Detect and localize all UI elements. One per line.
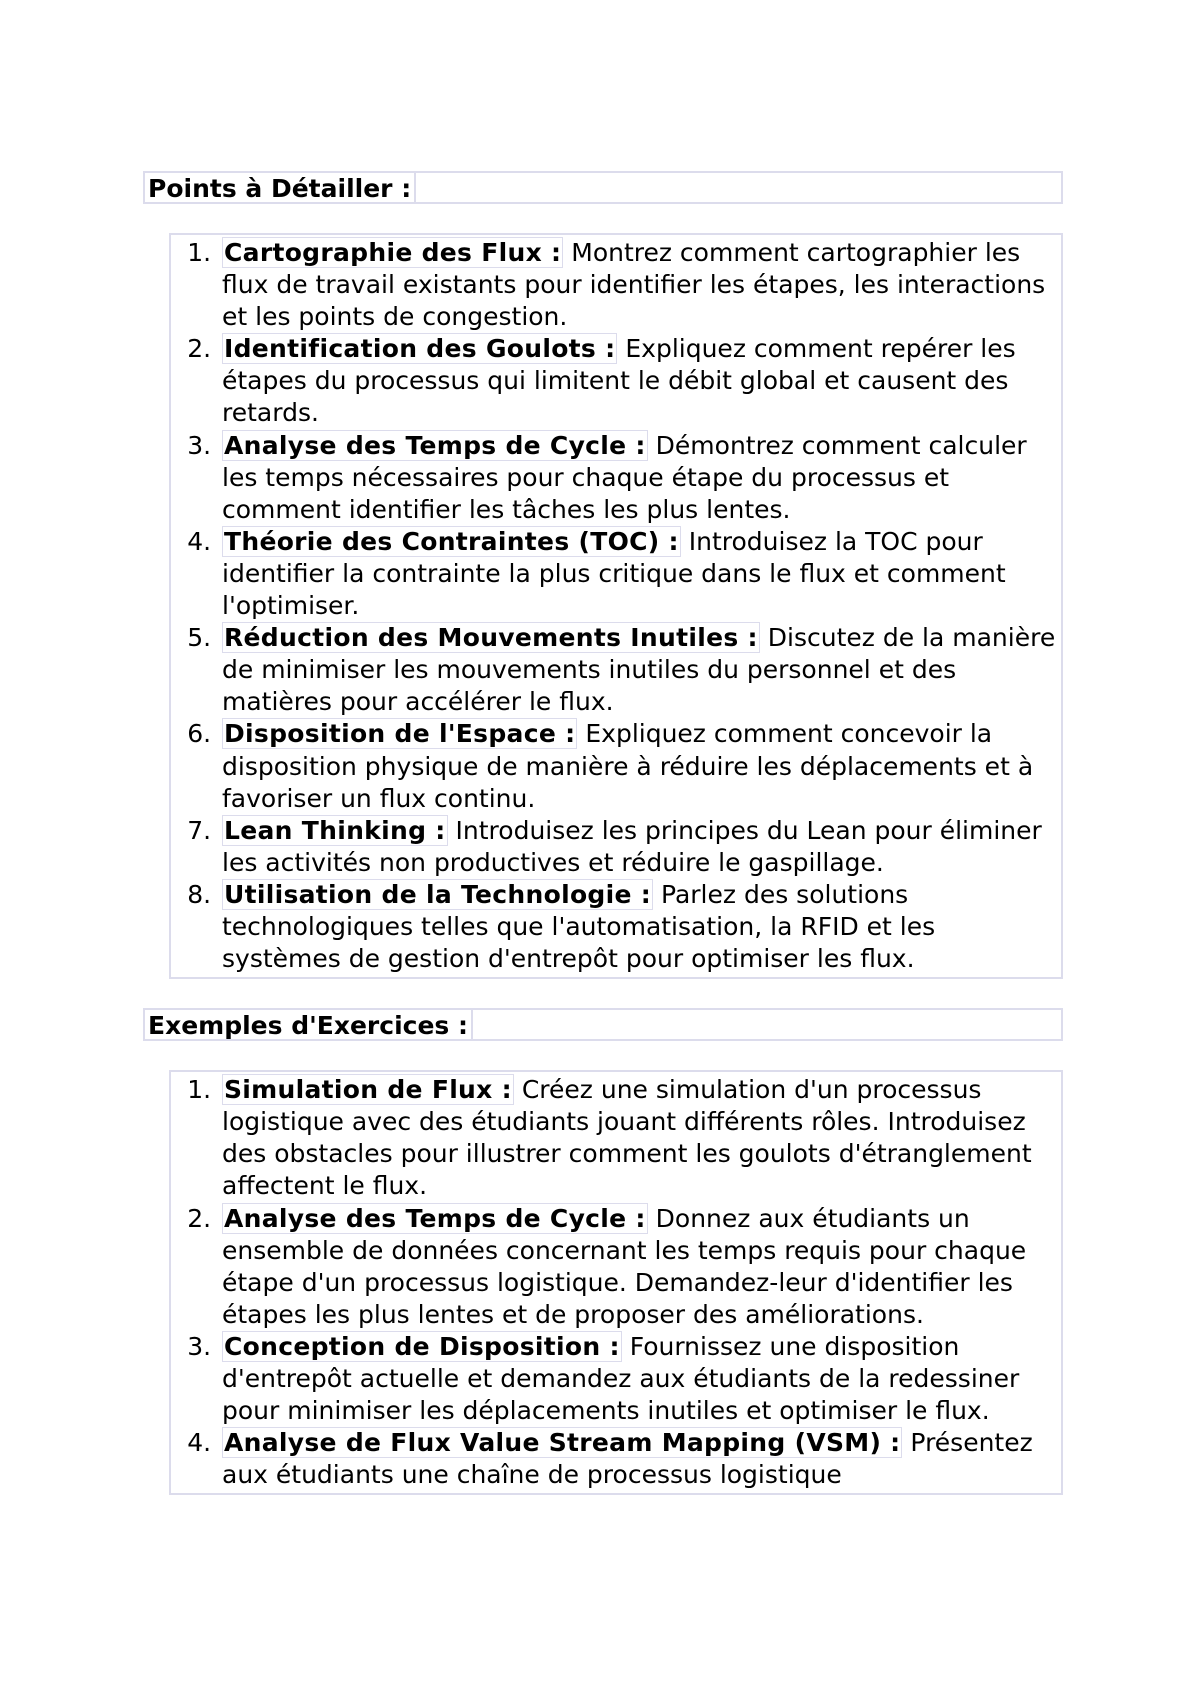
item-text: Présentez aux étudiants une chaîne de processus logistique [222,1428,1033,1490]
item-text: Discutez de la manière de minimiser les mouvements inutiles du personnel et des matières pour accélérer le flux. [222,623,1056,717]
list-item [219,1427,1061,1491]
list-item [219,1074,1061,1202]
item-text: Fournissez une disposition d'entrepôt actuelle et demandez aux étudiants de la redessiner pour minimiser les déplacements inutiles et optimiser le flux. [222,1331,1020,1426]
item-text: Démontrez comment calculer les temps nécessaires pour chaque étape du processus et comment identifier les tâches les plus lentes. [222,430,1027,524]
item-term: Lean Thinking : [224,815,446,845]
item-term: Simulation de Flux : [224,1075,512,1105]
item-text: Introduisez la TOC pour identifier la contrainte la plus critique dans le flux et comment l'optimiser. [222,526,1006,621]
list-item [219,879,1061,975]
item-text: Donnez aux étudiants un ensemble de données concernant les temps requis pour chaque étape d'un processus logistique. Demandez-leur d'identifier les étapes les plus lentes et de proposer des améliorations. [222,1203,1027,1329]
item-text: Montrez comment cartographier les flux de travail existants pour identifier les étapes, les interactions et les points de congestion. [222,238,1046,332]
item-text: Parlez des solutions technologiques telles que l'automatisation, la RFID et les systèmes de gestion d'entrepôt pour optimiser les flux. [222,879,936,974]
item-term: Théorie des Contraintes (TOC) : [224,526,679,556]
item-term: Utilisation de la Technologie : [224,879,652,909]
points-list [169,233,1063,979]
document-page [143,171,1063,1495]
item-text: Expliquez comment repérer les étapes du processus qui limitent le débit global et causent des retards. [222,334,1016,428]
item-text: Créez une simulation d'un processus logistique avec des étudiants jouant différents rôles. Introduisez des obstacles pour illustrer comment les goulots d'étranglement affectent le flux. [222,1075,1032,1201]
list-item [219,333,1061,429]
item-term: Cartographie des Flux : [224,238,562,267]
list-item [219,815,1061,879]
item-term: Conception de Disposition : [224,1331,620,1361]
item-term: Analyse de Flux Value Stream Mapping (VSM) : [224,1428,901,1458]
item-term: Analyse des Temps de Cycle : [224,430,646,460]
list-item [219,526,1061,622]
list-item [219,718,1061,814]
list-item [219,430,1061,526]
item-term: Identification des Goulots : [224,334,616,364]
list-item [219,1331,1061,1427]
section-heading-points [143,171,1063,204]
item-term: Disposition de l'Espace : [224,719,576,749]
list-item [219,237,1061,333]
exercices-list [169,1070,1063,1495]
item-term: Analyse des Temps de Cycle : [224,1203,646,1233]
section-heading-exercices [143,1008,1063,1041]
section-heading-text: Points à Détailler : [148,173,416,202]
item-term: Réduction des Mouvements Inutiles : [224,623,758,653]
item-text: Introduisez les principes du Lean pour éliminer les activités non productives et réduire le gaspillage. [222,815,1042,877]
item-text: Expliquez comment concevoir la disposition physique de manière à réduire les déplacements et à favoriser un flux continu. [222,719,1034,813]
list-item [219,1203,1061,1331]
list-item [219,622,1061,718]
section-heading-text: Exemples d'Exercices : [148,1010,473,1039]
